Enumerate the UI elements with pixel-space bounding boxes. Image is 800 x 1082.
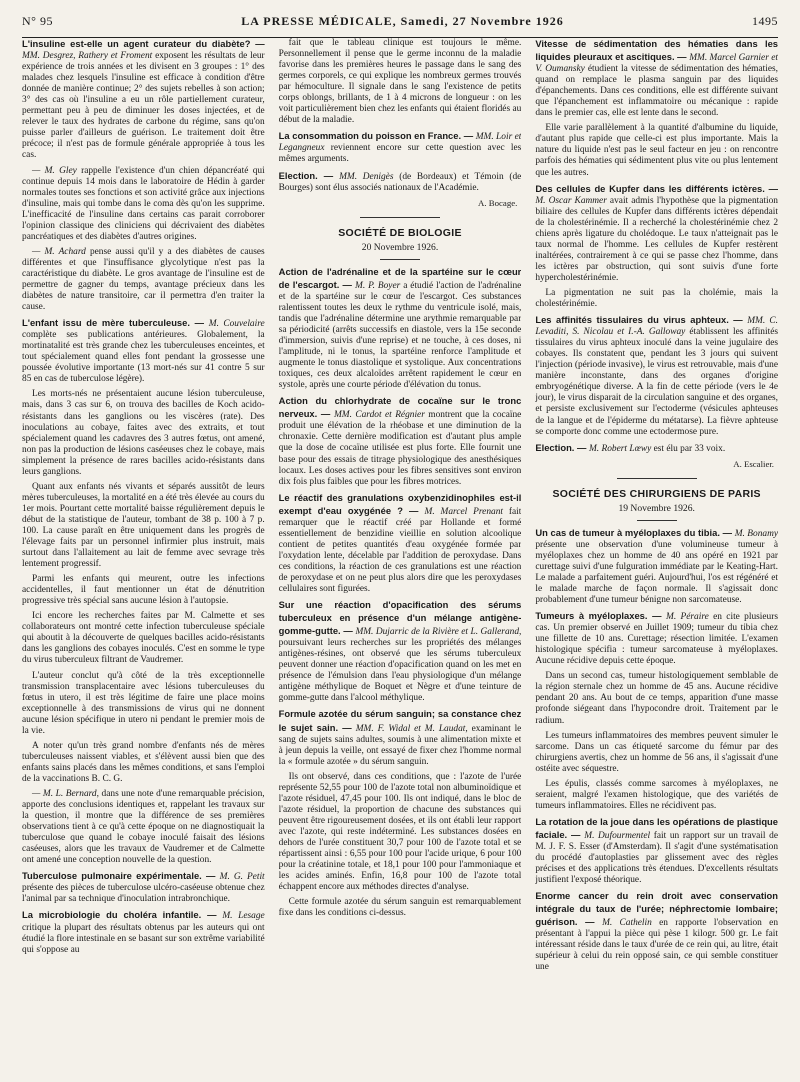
author-names: M. Robert Lœwy — [589, 443, 652, 454]
paragraph — [22, 38, 265, 162]
author-names: M. Lesage — [222, 911, 265, 922]
paragraph-text: est élu par 33 voix. — [651, 443, 726, 454]
paragraph-text: Les tumeurs inflammatoires des membres peuvent simuler le sarcome. Dans un cas étiqueté sarcome du fémur par des chirurgiens avertis, chez un homme de 56 ans, il s'agissait d'une ostéite avec séquestre. — [535, 730, 778, 774]
paragraph — [279, 492, 522, 595]
paragraph-text: A noter qu'un très grand nombre d'enfants nés de mères tuberculeuses naissent viables, et s'élèvent aussi bien que des enfants sains placés dans les mêmes conditions, et sans l'emploi de la vaccinations B. C. G. — [22, 740, 265, 784]
paragraph — [279, 599, 522, 704]
author-names: MM. Loir et Legangneux — [278, 132, 522, 154]
author-names: — M. L. Bernard — [32, 789, 97, 799]
page-header — [22, 14, 778, 29]
paragraph — [22, 789, 265, 866]
paragraph-text: en cite plusieurs cas. Un premier observé en Juillet 1909; tumeur du tibia chez une fillette de 10 ans. Curettage; résection limitée. L'examen histologique spécifia : tumeur sarcomateuse à myéloplaxes. Aucune récidive depuis cette époque. — [535, 612, 778, 667]
section-divider — [617, 478, 697, 479]
column-left — [22, 38, 265, 1078]
author-names: M. Dufourmentel — [584, 830, 651, 841]
text-columns — [22, 38, 778, 1078]
paragraph-text: L'auteur conclut qu'à côté de la très exceptionnelle transmission transplacentaire avec lésions tuberculeuses du fœtus in utero, il est très légitime de faire une place moins exceptionnelle à des transmissions de virus qui ne donnent aucune lésion spécifique in utero ni pendant le premier mois de la vie. — [22, 670, 265, 736]
paragraph-heading: L'insuline est-elle un agent curateur du diabète? — — [22, 38, 265, 49]
signature: A. Escalier. — [733, 458, 775, 469]
author-names: — M. Achard — [32, 246, 86, 257]
column-middle — [279, 38, 522, 1078]
paragraph — [22, 671, 265, 737]
paragraph-heading: Enorme cancer du rein droit avec conservation intégrale du taux de l'urée; néphrectomie lombaire; guérison. — — [535, 890, 778, 928]
paragraph-heading: Formule azotée du sérum sanguin; sa constance chez le sujet sain. — — [278, 708, 522, 733]
paragraph — [535, 890, 778, 973]
paragraph-heading: L'enfant issu de mère tuberculeuse. — — [22, 317, 209, 329]
paragraph-heading: Action du chlorhydrate de cocaïne sur le tronc nerveux. — — [278, 395, 522, 420]
paragraph-text: avait admis l'hypothèse que la pigmentation biliaire des cellules de Kupfer dans différents ictères dépendait de la cholestérinémie. Il a recherché la cholestérinémie chez 2 chiens après ligature du cholédoque. Le taux n'atteignait pas le taux normal de l'homme. Les cellules de Kupfer restèrent inaltérées, contrairement à ce qui se passe chez l'homme, dans les ictères par obstruction, qui sont suivis d'une forte hypercholestérinémie. — [535, 195, 778, 283]
column-right — [535, 38, 778, 1078]
author-names: MM. Cardot et Régnier — [333, 410, 425, 421]
paragraph — [279, 772, 522, 894]
section-date: 20 Novembre 1926. — [361, 241, 439, 253]
author-names: M. Couvelaire — [208, 319, 265, 330]
paragraph — [22, 870, 265, 905]
paragraph-text: établissent les affinités tissulaires du virus aphteux inoculé dans la veine jugulaire des cobayes. Ils constatent que, pendant les 3 jours qui suivent l'injection (période invasive), le virus est retrouvable, mais d'une manière inconstante, dans des organes d'origine embryogénétique diverse. A la fin de cette période (vers le 4e jour), le virus disparait de la circulation sanguine et des organes, et persiste exclusivement sur l'ectoderme (vésicules aphteuses de la langue et de l'épiderme du métatarse). La fièvre aphteuse se comporte donc comme une ectodermose pure. — [535, 327, 778, 437]
paragraph — [535, 288, 778, 310]
author-names: MM. Marcel Garnier et V. Oumansky — [535, 53, 778, 75]
paragraph — [535, 779, 778, 812]
divider — [637, 520, 677, 521]
paragraph — [22, 317, 265, 385]
paragraph — [279, 897, 522, 919]
paragraph-text: présente une observation d'une volumineuse tumeur à myéloplaxes chez un homme de 40 ans opéré en 1921 par curettage suivi d'une fulguration immédiate par le Keating-Hart. Le malade a parfaitement guéri. Aujourd'hui, l'os est régénéré et le malade marche de façon normale. Il s'agissait donc probablement d'une tumeur bénigne non sarcomateuse. — [535, 539, 778, 606]
author-names: M. Oscar Kammer — [535, 195, 607, 206]
paragraph-text: Les morts-nés ne présentaient aucune lésion tuberculeuse, mais, dans 3 cas sur 6, on trouva des bacilles de Koch acido-résistants dans les ganglions ou les viscères (rate). Des inoculations au cobaye, faites avec des extraits, et tout spécialement quand les cadavres des 3 autres fœtus, ont amené, non pas la production de lésions caséeuses chez le cobaye, mais simplement la présence de rares bacilles acido-résistants dans leurs ganglions. — [22, 389, 265, 477]
author-names: M. Marcel Prenant — [424, 506, 503, 517]
paragraph-text: montrent que la cocaïne produit une élévation de la rhéobase et une diminution de la chronaxie. Cette dernière modification est d'autant plus ample que la dose de cocaïne utilisée est plus forte. Elle fournit une base pour des essais de titrage physiologique des anesthésiques locaux. Les doses actives pour les fibres sensitives sont environ dix fois plus faibles que pour les fibres motrices. — [278, 410, 522, 487]
paragraph — [535, 314, 778, 438]
paragraph — [535, 442, 778, 455]
paragraph-text: complète ses publications antérieures. Globalement, la mortinatalité est très grande chez les tuberculeuses enceintes, et tout spécialement quand elles font pendant la grossesse une poussée évolutive importante (13 mort-nés sur 41 contre 5 sur 85 en cas de tuberculose légère). — [22, 330, 265, 385]
paragraph — [535, 123, 778, 178]
paragraph — [535, 38, 778, 119]
paragraph-text: Elle varie parallèlement à la quantité d'albumine du liquide, d'autant plus rapide que celle-ci est plus importante. Mais la nature du liquide n'est pas le seul facteur en jeu : on rencontre parfois des hématies qui sédimentent plus vite ou plus lentement que les autres. — [535, 123, 778, 178]
paragraph-text: rappelle l'existence d'un chien dépancréaté qui continue depuis 14 mois dans le laboratoire de Hédin à garder normales toutes ses fonctions et son activité grâce aux injections d'insuline, mais qui tombe dans le coma dès qu'on les supprime. L'inefficacité de l'insuline dans certains cas parait corroborer l'opinion classique des cliniciens qui décrivaient des diabètes pancréatiques et des diabètes d'autres origines. — [22, 165, 265, 242]
author-names: M. Péraire — [666, 612, 709, 623]
paragraph — [22, 389, 265, 477]
section-title: SOCIÉTÉ DE BIOLOGIE — [338, 226, 462, 239]
paragraph-heading: Tumeurs à myéloplaxes. — — [535, 610, 667, 622]
paragraph-heading: Sur une réaction d'opacification des sérums tuberculeux en présence d'un mélange antigène-gomme-gutte. — — [278, 599, 522, 637]
paragraph-text: Les épulis, classés comme sarcomes à myéloplaxes, ne seraient, malgré l'examen histologique, que des variétés de tumeurs inflammatoires. Elles ne récidivent pas. — [535, 778, 778, 811]
paragraph-text: pense aussi qu'il y a des diabètes de causes différentes et que l'insuffisance glycolytique n'est pas la caractéristique du diabète. Le gros avantage de l'insuline est de permettre de gagner du temps, avantage précieux dans les diabètes de nature transitoire, car il permettra d'en traiter la cause. — [22, 246, 265, 313]
section-divider — [360, 217, 440, 218]
page-number: 1495 — [752, 14, 778, 28]
paragraph-text: , examinant le sang de sujets sains adultes, soumis à une alimentation mixte et à jeun depuis la veille, ont essayé de fixer chez l'homme normal la « formule azotée » du sérum sanguin. — [278, 723, 522, 767]
paragraph — [22, 482, 265, 570]
paragraph-text: Ils ont observé, dans ces conditions, que : l'azote de l'urée représente 52,55 pour 100 de l'azote total non albuminoïdique et l'azote résiduel, 47,45 pour 100. Ils ont indiqué, dans le bloc de l'azote résiduel, la proportion de chacune des substances qui peuvent être rigoureusement dosées, et ils ont établi leur rapport avec l'azote, qui reste indéterminé. Les substances dosées en dehors de l'urée constituent 30,7 pour 100 de l'azote total et se répartissent ainsi : 6,55 pour 100 pour l'acide urique, 6 pour 100 pour la créatinine totale, et 18,1 pour 100 pour l'ammoniaque et les acides aminés. Enfin, 16,8 pour 100 de l'azote total échappent encore aux méthodes directes d'analyse. — [278, 771, 522, 893]
paragraph-text: Parmi les enfants qui meurent, outre les infections accidentelles, il faut mentionner un état de dénutrition progressive très spécial sans aucune lésion à l'autopsie. — [22, 574, 265, 607]
paragraph-text: Ici encore les recherches faites par M. Calmette et ses collaborateurs ont montré cette infection tuberculeuse spéciale qui aboutit à la découverte de quelques bacilles acido-résistants dans les ganglions des cobayes inoculés. C'est en somme le type du virus tuberculeux filtrant de Vaudremer. — [22, 611, 265, 666]
paragraph — [22, 611, 265, 666]
paragraph-heading: Election. — — [278, 169, 340, 181]
author-names: MM. Dujarric de la Rivière et L. Gallerand — [355, 627, 520, 638]
paragraph-heading: Des cellules de Kupfer dans les différents ictères. — — [535, 182, 778, 194]
author-names: MM. F. Widal et M. Laudat — [355, 723, 466, 734]
issue-number: N° 95 — [22, 14, 53, 28]
paragraph — [279, 395, 522, 487]
author-names: M. P. Boyer — [355, 280, 401, 291]
section-title: SOCIÉTÉ DES CHIRURGIENS DE PARIS — [552, 487, 761, 500]
paragraph-heading: La consommation du poisson en France. — — [278, 130, 476, 142]
paragraph — [22, 166, 265, 243]
author-names: — M. Gley — [32, 165, 77, 176]
paragraph — [279, 708, 522, 767]
paragraph-text: en rapporte l'observation en présentant à l'appui la pièce qui pèse 1 kilogr. 500 gr. Le fait intéressant réside dans le taux d'urée de ce rein qui, au litre, était supérieur à celui du rein opposé sain, ce qui semble constituer une — [535, 918, 778, 973]
paragraph-heading: Action de l'adrénaline et de la spartéine sur le cœur de l'escargot. — — [278, 265, 522, 290]
signature: A. Bocage. — [478, 197, 518, 208]
paragraph-text: (de Bordeaux) et Témoin (de Bourges) sont élus associés nationaux de l'Académie. — [278, 171, 522, 193]
author-names: MM. C. Levaditi, S. Nicolau et I.-A. Galloway — [535, 316, 778, 338]
author-names: M. Bonamy — [734, 528, 778, 539]
paragraph — [535, 527, 778, 606]
author-names: MM. Denigès — [339, 171, 394, 182]
paragraph-text: étudient la vitesse de sédimentation des hématies, quand on remplace le plasma sanguin par des liquides d'épanchements. Dans ces conditions, elle est différente suivant que l'épanchement est inflammatoire ou mécanique : rapide dans le premier cas, elle est lente dans le second. — [535, 64, 778, 119]
paragraph-heading: Vitesse de sédimentation des hématies dans les liquides pleuraux et ascitiques. — — [535, 38, 778, 63]
paragraph-heading: Un cas de tumeur à myéloplaxes du tibia. — — [535, 526, 735, 538]
paragraph-text: Dans un second cas, tumeur histologiquement semblable de la région sternale chez un homme de 45 ans. Aucune récidive pendant 20 ans. Au bout de ce temps, apparition d'une masse profonde siégeant dans l'hypocondre droit. Traitement par le radium. — [535, 671, 778, 726]
paragraph — [279, 38, 522, 126]
paragraph-heading: Election. — — [535, 441, 589, 453]
paragraph — [22, 909, 265, 955]
paragraph — [22, 247, 265, 313]
paragraph — [279, 130, 522, 165]
section-date: 19 Novembre 1926. — [618, 502, 695, 514]
paragraph-heading: La rotation de la joue dans les opérations de plastique faciale. — — [535, 815, 778, 840]
paragraph-text: , poursuivant leurs recherches sur les propriétés des mélanges antigènes-résines, ont observé que les sérums tuberculeux peuvent donner une réaction d'opacification quand on les met en présence de l'émulsion dans l'eau physiologique d'un mélange antigène méthylique de Boquet et Nègre et d'une teinture de gomme-gutte dans l'alcool méthylique. — [278, 627, 522, 704]
paragraph-text: Quant aux enfants nés vivants et séparés aussitôt de leurs mères tuberculeuses, la mortalité en a été très élevée au cours du 1er mois. Pourtant cette mortalité baisse régulièrement depuis le début de la statistique de l'auteur, tombant de 38 p. 100 à 7 p. 100. La cause paraît en être uniquement dans les progrès de l'élevage faits par un personnel infirmier plus instruit, mais surtout dans l'allaitement au lait de femme avec sevrage très lentement progressif. — [22, 481, 265, 570]
paragraph — [535, 610, 778, 667]
paragraph-text: Cette formule azotée du sérum sanguin est remarquablement fixe dans les conditions ci-dessus. — [278, 897, 522, 919]
paragraph — [535, 671, 778, 726]
paragraph — [535, 183, 778, 284]
paragraph-text: fait que le tableau clinique est toujours le même. Personnellement il pense que le germe inconnu de la maladie favorise dans les premières heures le passage dans le sang des germes corporels, ce qui explique les nombreux germes trouvés par hémoculture. Il signale dans le sang l'existence de petits corps oblongs, brillants, de 1 à 4 microns de longueur : on les voit particulièrement bien chez les enfants qui étaient floridés au début de la maladie. — [278, 38, 522, 126]
paragraph — [22, 741, 265, 785]
paragraph-text: a étudié l'action de l'adrénaline et de la spartéine sur le cœur de l'escargot. Ces substances ralentissent toutes les deux le rythme du ventricule isolé, mais, tandis que l'adrénaline détermine une arythmie remarquable par sa périodicité (arrêts successifs en diastole, vers la 15e seconde d'immersion, suivis d'une reprise) et ne touche, à ces doses, ni l'amplitude, ni le tonus, la spartéine renforce l'amplitude et augmente le tonus diastolique et systolique. Aux concentrations toxiques, ces deux alcaloïdes arrêtent rapidement le cœur en systole, après une courte période d'élévation du tonus. — [278, 280, 522, 391]
paragraph — [535, 816, 778, 886]
paragraph-text: présente des pièces de tuberculose ulcéro-caséeuse obtenue chez l'animal par sa technique d'inoculation intrabronchique. — [22, 883, 265, 905]
paragraph-text: fait un rapport sur un travail de M. J. F. S. Esser (d'Amsterdam). Il s'agit d'une systématisation du procédé d'autoplasties par glissement avec des règles précises et des applications très étendues. D'excellents résultats justifient l'exposé théorique. — [535, 830, 778, 886]
paragraph-text: reviennent encore sur cette question avec les mêmes arguments. — [278, 143, 522, 165]
paragraph-heading: La microbiologie du choléra infantile. — — [22, 909, 223, 921]
author-names: M. G. Petit — [219, 872, 265, 883]
paragraph — [535, 731, 778, 775]
paragraph-text: exposent les résultats de leur expérience de trois années et les divisent en 3 groupes : 1° des malades chez lesquels l'insuline est efficace à condition d'être donnée de manière continue; 2° des sujets rebelles à son action; 3° des cas où l'insuline a eu un rôle partiellement curateur, permettant peu à peu de diminuer les doses injectées, et de relever le taux des hydrates de carbone du régime, sans qu'on puisse parler d'ailleurs de guérison. Le traitement doit être précoce; il n'est pas de formule générale appropriée à tous les cas. — [22, 51, 265, 161]
paragraph-text: , dans une note d'une remarquable précision, apporte des conclusions identiques et, rappelant les travaux sur la question, il montre que la différence de ses premières observations tient à ce qu'à cette époque on ne diagnostiquait la tuberculose que quand le cobaye inoculé faisait des lésions caséeuses, alors que les travaux de Vaudremer et de Calmette ont amené une conception nouvelle de la question. — [22, 789, 265, 866]
paragraph-heading: Les affinités tissulaires du virus aphteux. — — [535, 314, 748, 326]
author-names: M. Cathelin — [602, 918, 652, 929]
paragraph-heading: Le réactif des granulations oxybenzidinophiles est-il exempt d'eau oxygénée ? — — [278, 491, 522, 516]
author-names: MM. Desgrez, Rathery et Froment — [22, 51, 153, 62]
paragraph-heading: Tuberculose pulmonaire expérimentale. — — [22, 870, 220, 882]
journal-title: LA PRESSE MÉDICALE, Samedi, 27 Novembre 1926 — [241, 14, 564, 28]
paragraph-text: fait remarquer que le réactif créé par Hollande et formé essentiellement de benzidine vieillie en solution alcoolique contient de petites quantités d'eau oxygénée formée par l'oxydation lente, décelable par l'addition de peroxydase. Dans ces conditions, la réaction de ces granulations est une réaction de peroxydase et on ne peut plus alors dire que les peroxydases cellulaires sont figurées. — [278, 506, 522, 595]
paragraph — [22, 574, 265, 607]
divider — [380, 259, 420, 260]
paragraph — [279, 170, 522, 194]
paragraph-text: La pigmentation ne suit pas la cholémie, mais la cholestérinémie. — [535, 287, 778, 310]
paragraph — [279, 266, 522, 392]
paragraph-text: critique la plupart des résultats obtenus par les auteurs qui ont étudié la flore intestinale en se basant sur son extrême variabilité qui s'oppose au — [22, 922, 265, 955]
